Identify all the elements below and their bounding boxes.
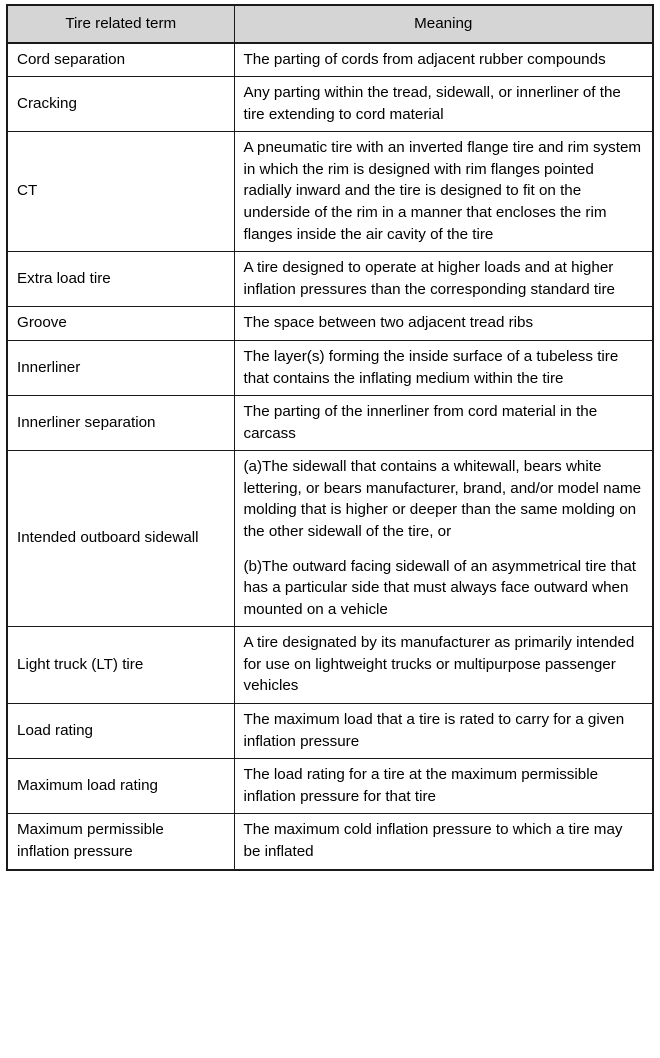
meaning-cell [234, 396, 653, 451]
term-label: Intended outboard sidewall [17, 529, 199, 547]
meaning-cell [234, 132, 653, 252]
term-label: Maximum permissible inflation pressure [17, 821, 164, 860]
meaning-cell [234, 627, 653, 704]
meaning-cell [234, 307, 653, 341]
table-row [7, 814, 653, 870]
term-cell [7, 307, 234, 341]
column-header-term: Tire related term [7, 5, 234, 43]
table-body [7, 43, 653, 870]
table-row [7, 704, 653, 759]
meaning-paragraph: Any parting within the tread, sidewall, or innerliner of the tire extending to cord material [243, 84, 621, 123]
meaning-paragraph: The parting of cords from adjacent rubber compounds [243, 50, 606, 68]
meaning-cell [234, 340, 653, 395]
meaning-paragraph: A tire designed to operate at higher loads and at higher inflation pressures than the corresponding standard tire [243, 259, 615, 298]
term-cell [7, 340, 234, 395]
table-row [7, 132, 653, 252]
meaning-paragraph: The maximum cold inflation pressure to which a tire may be inflated [243, 821, 623, 860]
term-cell [7, 814, 234, 870]
table-row [7, 77, 653, 132]
term-cell [7, 77, 234, 132]
table-row [7, 252, 653, 307]
table-row [7, 307, 653, 341]
table-header-row [7, 5, 653, 43]
column-header-meaning: Meaning [234, 5, 653, 43]
term-label: Cracking [17, 94, 77, 112]
term-cell [7, 396, 234, 451]
term-label: Extra load tire [17, 269, 111, 287]
meaning-paragraph: A pneumatic tire with an inverted flange tire and rim system in which the rim is designed with rim flanges pointed radially inward and the tire is designed to fit on the underside of the rim in a manner that encloses the rim flanges inside the air cavity of the tire [243, 139, 642, 243]
term-cell [7, 43, 234, 77]
meaning-paragraph: The load rating for a tire at the maximum permissible inflation pressure for that tire [243, 766, 599, 805]
term-label: Groove [17, 314, 67, 332]
term-label: Innerliner separation [17, 413, 156, 431]
meaning-cell [234, 451, 653, 627]
meaning-paragraph: (b)The outward facing sidewall of an asymmetrical tire that has a particular side that must always face outward when mounted on a vehicle [243, 557, 637, 618]
table-row [7, 396, 653, 451]
term-cell [7, 759, 234, 814]
table-row [7, 627, 653, 704]
meaning-paragraph: The parting of the innerliner from cord material in the carcass [243, 403, 598, 442]
meaning-cell [234, 759, 653, 814]
term-cell [7, 451, 234, 627]
meaning-cell [234, 43, 653, 77]
table-row [7, 43, 653, 77]
meaning-paragraph: A tire designated by its manufacturer as primarily intended for use on lightweight trucks or multipurpose passenger vehicles [243, 634, 635, 695]
term-cell [7, 132, 234, 252]
meaning-paragraph: The layer(s) forming the inside surface of a tubeless tire that contains the inflating medium within the tire [243, 347, 619, 387]
meaning-paragraph: The space between two adjacent tread ribs [243, 314, 534, 332]
meaning-paragraph: The maximum load that a tire is rated to carry for a given inflation pressure [243, 711, 625, 750]
term-label: CT [17, 182, 38, 200]
term-label: Innerliner [17, 358, 81, 376]
table-row [7, 340, 653, 395]
term-cell [7, 627, 234, 704]
term-label: Cord separation [17, 50, 126, 68]
term-label: Load rating [17, 721, 93, 739]
meaning-cell [234, 814, 653, 870]
term-cell [7, 704, 234, 759]
meaning-cell [234, 252, 653, 307]
term-label: Maximum load rating [17, 776, 158, 794]
term-label: Light truck (LT) tire [17, 655, 144, 673]
meaning-paragraph: (a)The sidewall that contains a whitewall, bears white lettering, or bears manufacturer, brand, and/or model name molding that is higher or deeper than the same molding on the other sidewall of the tire, or [243, 458, 642, 540]
meaning-cell [234, 704, 653, 759]
tire-terms-glossary-table [6, 4, 654, 871]
table-row [7, 451, 653, 627]
meaning-cell [234, 77, 653, 132]
table-header [7, 5, 653, 43]
table-row [7, 759, 653, 814]
term-cell [7, 252, 234, 307]
